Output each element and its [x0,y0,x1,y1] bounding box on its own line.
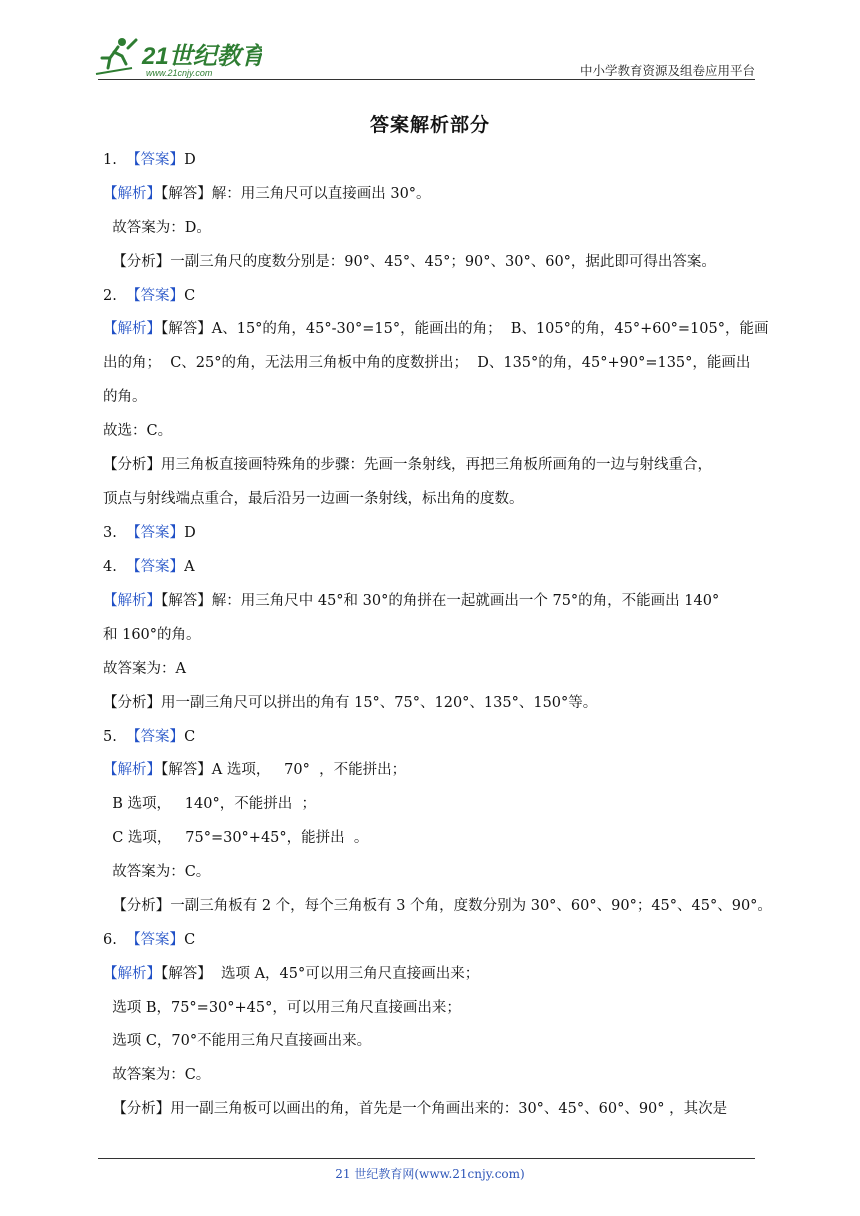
answer-line [103,625,201,645]
answer-text: D [184,152,196,168]
answer-line [103,1031,371,1051]
answer-text: C 选项， 75°=30°+45°，能拼出 。 [103,830,369,846]
answer-line [103,693,597,713]
logo-text: 21世纪教育 [142,43,262,70]
answer-text: 的角。 [103,389,147,405]
answer-text: D [184,525,196,541]
answer-text: 故选：C。 [103,423,173,439]
answer-line [103,184,431,204]
answer-line [103,387,147,407]
answer-text: 3. [103,525,127,541]
answer-text: 【解答】A 选项， 70° ，不能拼出； [161,762,407,778]
answer-text: 选项 B，75°=30°+45°，可以用三角尺直接画出来； [103,1000,461,1016]
answer-line [103,828,368,848]
answer-text: 【解答】A、15°的角，45°-30°=15°，能画出的角； B、105°的角，45°+60°=105°，能画 [161,321,769,337]
answer-line [103,421,172,441]
answer-line [103,489,524,509]
answer-text: 【分析】一副三角尺的度数分别是：90°、45°、45°；90°、30°、60°，据此即可得出答案。 [103,254,716,270]
answer-line [103,998,461,1018]
answer-line [103,930,195,950]
answer-tag: 【解析】 [103,593,161,609]
answer-tag: 【解析】 [103,966,161,982]
answer-tag: 【答案】 [126,288,185,304]
answer-text: 6. [103,932,127,948]
answer-text: 【解答】解：用三角尺可以直接画出 30°。 [161,186,431,202]
answer-line [103,353,750,373]
answer-line [103,218,211,238]
answer-line [103,523,196,543]
answer-line [103,760,406,780]
answer-text: 5. [103,729,127,745]
answer-tag: 【解析】 [103,186,161,202]
answer-tag: 【解析】 [103,321,161,337]
answer-text: B 选项， 140°，不能拼出 ； [103,796,316,812]
answer-line [103,659,186,679]
answer-text: 故答案为：A [103,661,186,677]
answer-tag: 【答案】 [126,525,185,541]
answer-text: 故答案为：C。 [103,1067,211,1083]
footer-divider [98,1158,755,1159]
answer-tag: 【答案】 [126,152,185,168]
answer-text: 4. [103,559,127,575]
answer-text: C [184,288,196,304]
logo-url: www.21cnjy.com [146,68,213,78]
answer-text: 选项 C，70°不能用三角尺直接画出来。 [103,1033,372,1049]
answer-text: 2. [103,288,127,304]
answer-line [103,286,195,306]
answer-line [103,319,769,339]
answer-tag: 【答案】 [126,932,185,948]
answer-text: C [184,729,196,745]
answer-line [103,862,210,882]
answer-line [103,727,195,747]
answer-line [103,150,196,170]
answer-text: 【解答】解：用三角尺中 45°和 30°的角拼在一起就画出一个 75°的角，不能画出 140° [161,593,720,609]
answer-line [103,1099,727,1119]
answer-text: 顶点与射线端点重合，最后沿另一边画一条射线，标出角的度数。 [103,491,524,507]
answer-line [103,794,316,814]
platform-label: 中小学教育资源及组卷应用平台 [579,63,755,78]
answer-text: 出的角； C、25°的角，无法用三角板中角的度数拼出； D、135°的角，45°+90°=135°，能画出 [103,355,751,371]
answer-text: 故答案为：C。 [103,864,211,880]
page-title: 答案解析部分 [369,114,490,136]
answer-line [103,591,719,611]
header-divider [98,79,755,80]
answer-text: 【分析】一副三角板有 2 个，每个三角板有 3 个角，度数分别为 30°、60°、90°；45°、45°、90°。 [103,898,772,914]
answer-tag: 【解析】 [103,762,161,778]
answer-text: 【分析】用三角板直接画特殊角的步骤：先画一条射线，再把三角板所画角的一边与射线重合， [103,457,712,473]
answer-text: 和 160°的角。 [103,627,201,643]
answer-line [103,1065,210,1085]
answer-text: 故答案为：D。 [103,220,211,236]
answer-text: C [184,932,196,948]
answer-text: 1. [103,152,127,168]
answer-line [103,896,772,916]
answer-line [103,455,712,475]
site-logo [92,34,262,78]
answer-text: 【分析】用一副三角尺可以拼出的角有 15°、75°、120°、135°、150°等。 [103,695,598,711]
footer-text: 21 世纪教育网(www.21cnjy.com) [335,1167,525,1181]
answer-text: 【解答】 选项 A，45°可以用三角尺直接画出来； [161,966,480,982]
answer-line [103,964,479,984]
answer-tag: 【答案】 [126,729,185,745]
answer-tag: 【答案】 [126,559,185,575]
answer-line [103,252,716,272]
answer-text: A [184,559,195,575]
answer-text: 【分析】用一副三角板可以画出的角，首先是一个角画出来的：30°、45°、60°、90° ，其次是 [103,1101,728,1117]
answer-line [103,557,195,577]
